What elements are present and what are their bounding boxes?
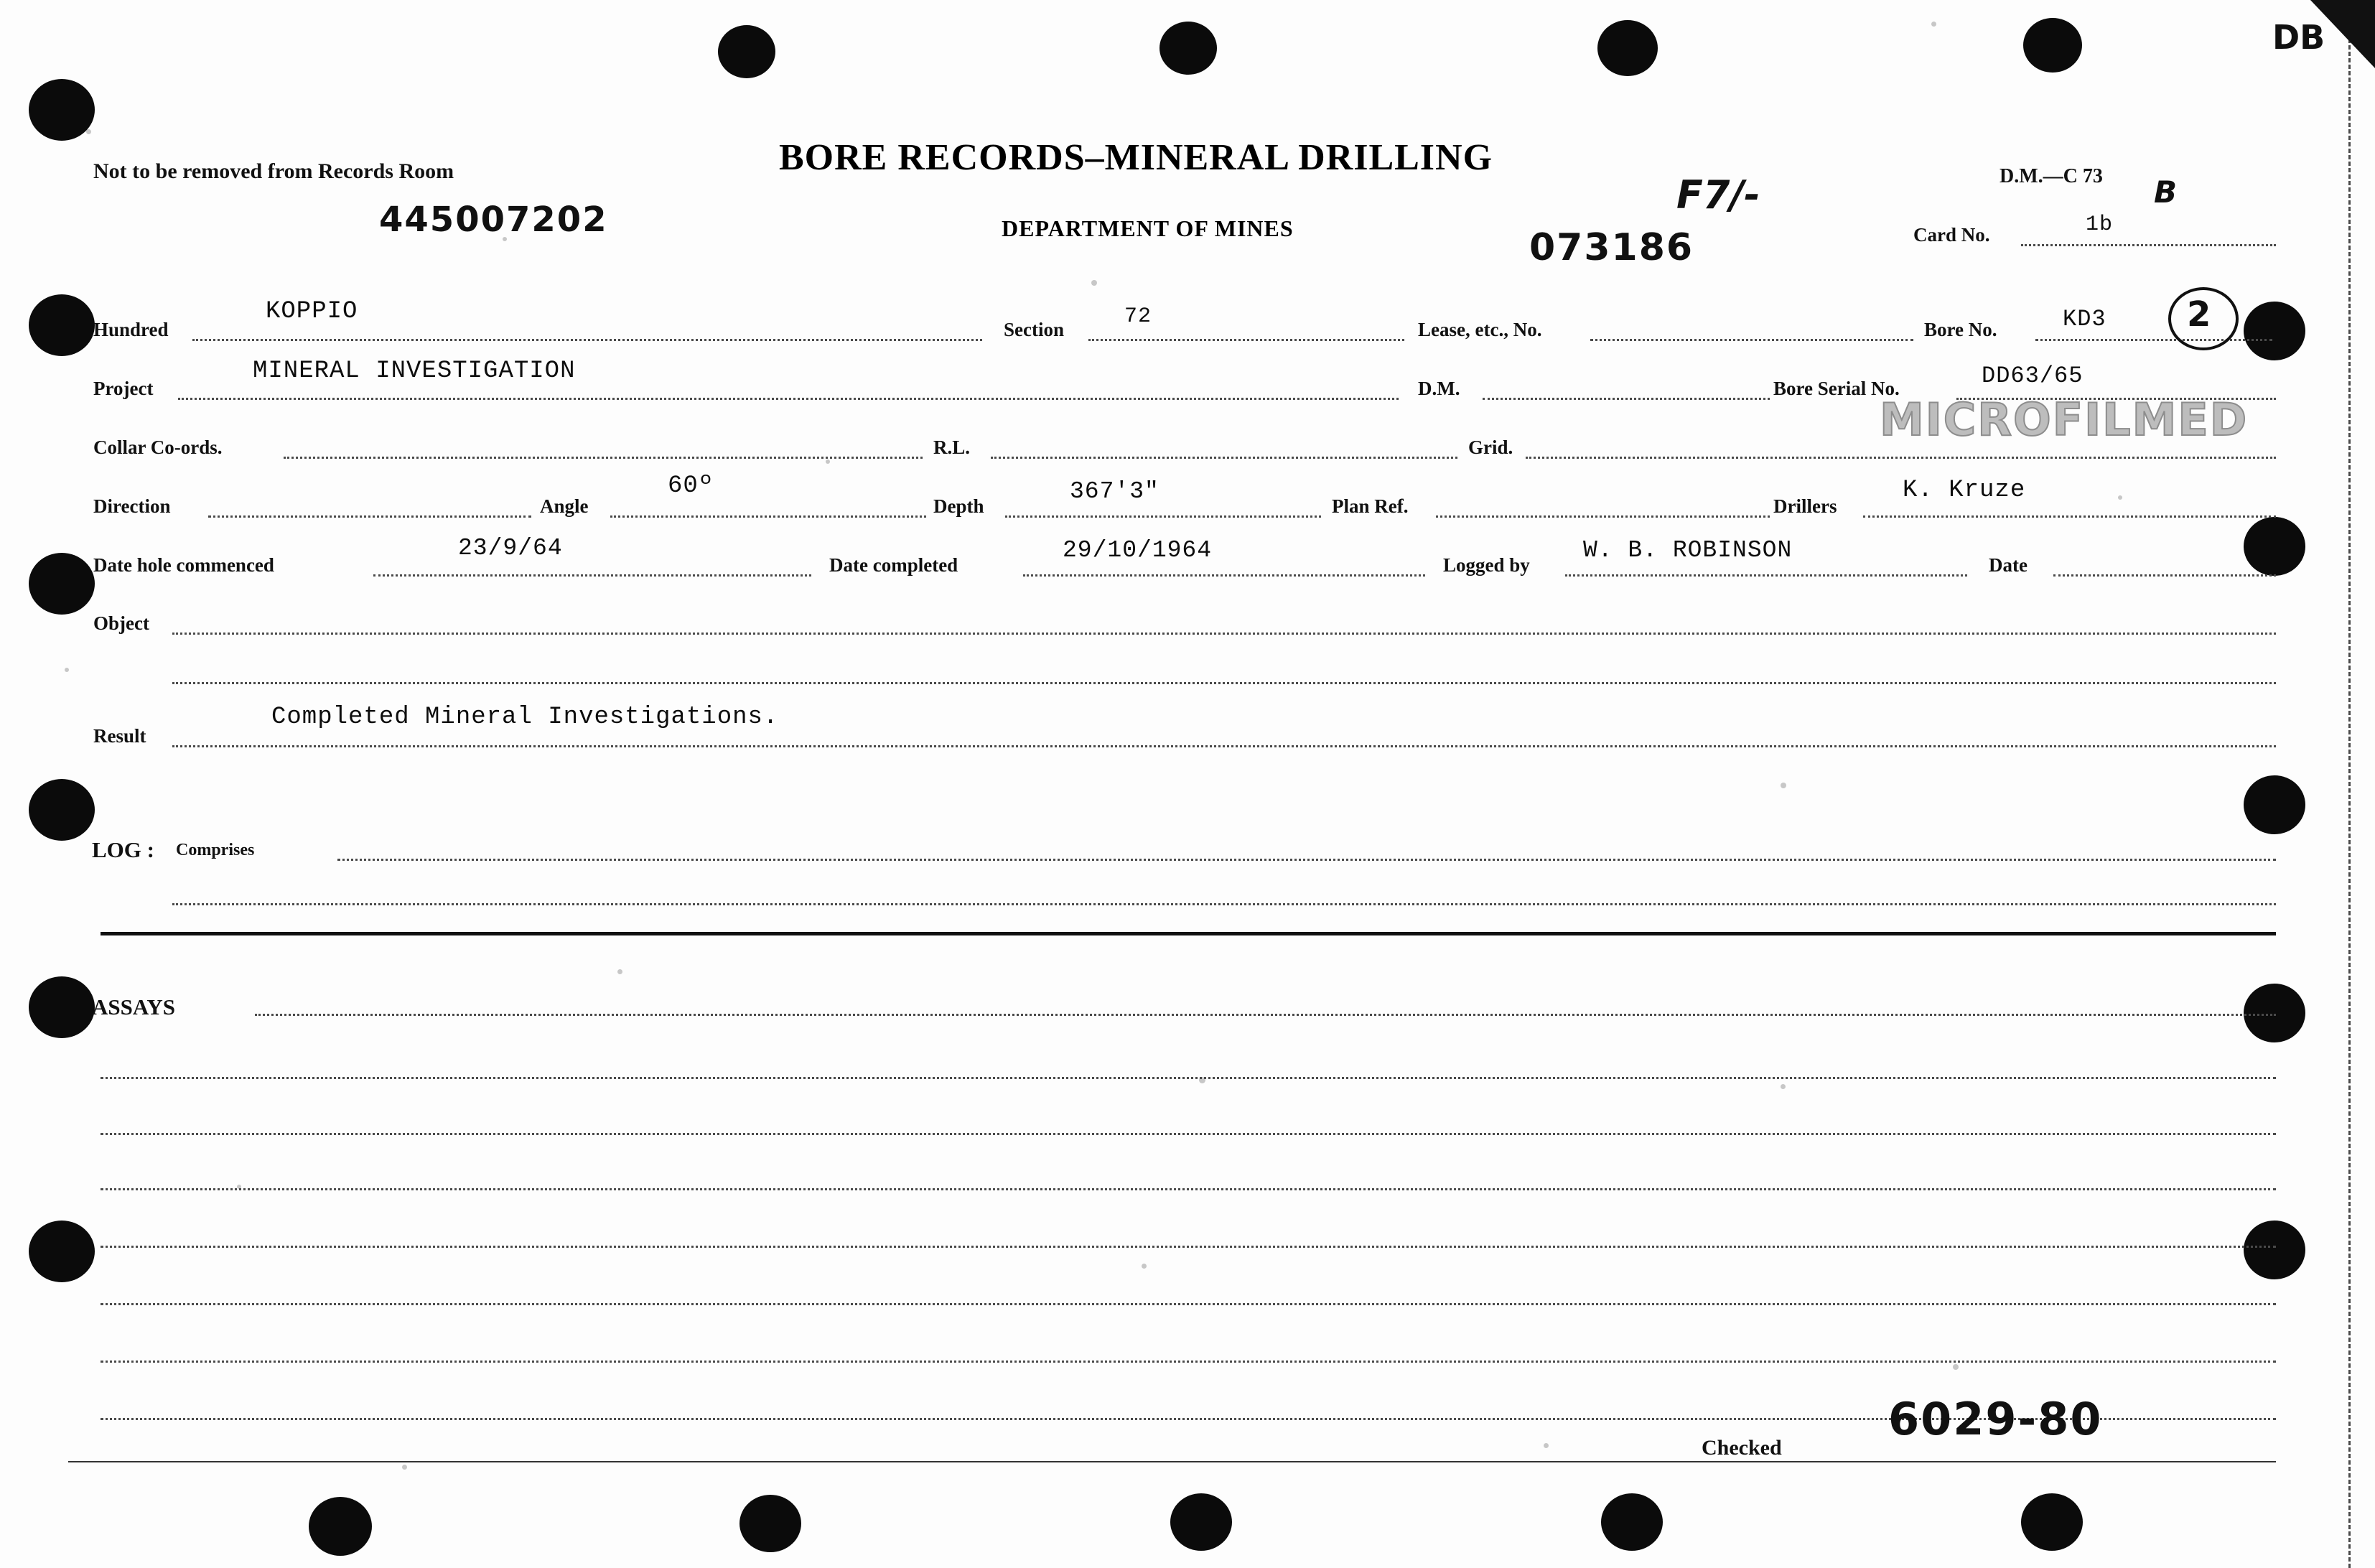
object-rule-1: [172, 633, 2276, 635]
section-rule: [1088, 339, 1404, 341]
plan-ref-label: Plan Ref.: [1332, 495, 1409, 517]
assays-label: ASSAYS: [92, 994, 176, 1019]
object-rule-2: [172, 682, 2276, 684]
log-comprises-label: Comprises: [176, 841, 255, 859]
date-completed-value: 29/10/1964: [1063, 537, 1213, 564]
plan-ref-rule: [1436, 515, 1770, 518]
punch-hole: [29, 1221, 95, 1282]
document-subtitle: DEPARTMENT OF MINES: [1002, 215, 1294, 241]
assays-rule-3: [101, 1133, 2276, 1135]
annotation-b: B: [2154, 174, 2178, 210]
document-title: BORE RECORDS–MINERAL DRILLING: [779, 137, 1493, 178]
punch-hole: [2244, 302, 2305, 360]
bore-serial-value: DD63/65: [1982, 363, 2084, 389]
scan-speck: [617, 969, 622, 974]
punch-hole: [29, 553, 95, 615]
direction-label: Direction: [93, 495, 171, 517]
result-label: Result: [93, 725, 146, 747]
punch-hole: [29, 79, 95, 141]
grid-rule: [1526, 457, 2276, 459]
punch-hole: [2244, 517, 2305, 576]
microfilmed-stamp: MICROFILMED: [1880, 393, 2249, 446]
punch-hole: [309, 1497, 372, 1556]
records-room-note: Not to be removed from Records Room: [93, 159, 454, 183]
collar-label: Collar Co-ords.: [93, 437, 223, 458]
drillers-label: Drillers: [1773, 495, 1837, 517]
punch-hole: [739, 1495, 801, 1552]
section-divider: [101, 932, 2276, 935]
dm-rule: [1483, 398, 1770, 400]
section-value: 72: [1124, 304, 1152, 329]
logged-by-rule: [1565, 574, 1967, 577]
drillers-value: K. Kruze: [1903, 477, 2026, 504]
card-no-value: 1b: [2086, 213, 2114, 237]
annotation-db: DB: [2272, 18, 2325, 57]
rl-rule: [991, 457, 1457, 459]
assays-rule-7: [101, 1361, 2276, 1363]
bore-no-value: KD3: [2063, 306, 2106, 332]
punch-hole: [2023, 18, 2082, 73]
bore-no-rule: [2035, 339, 2272, 341]
scan-speck: [65, 668, 69, 672]
annotation-f7: F7/-: [1676, 172, 1760, 218]
bore-serial-label: Bore Serial No.: [1773, 378, 1900, 399]
scan-speck: [1781, 1084, 1786, 1089]
hundred-label: Hundred: [93, 319, 169, 340]
film-edge-marker: [2348, 0, 2351, 1568]
punch-hole: [1170, 1493, 1232, 1551]
date-rule: [2053, 574, 2276, 577]
scan-speck: [1091, 280, 1097, 286]
card-no-label: Card No.: [1913, 224, 1990, 246]
project-value: MINERAL INVESTIGATION: [253, 358, 576, 385]
log-label: LOG :: [92, 837, 154, 862]
scan-speck: [1931, 22, 1936, 27]
assays-rule-1: [255, 1014, 2276, 1016]
lease-rule: [1590, 339, 1913, 341]
angle-label: Angle: [540, 495, 589, 517]
scan-speck: [402, 1465, 407, 1470]
rl-label: R.L.: [933, 437, 971, 458]
angle-rule: [610, 515, 926, 518]
date-commenced-label: Date hole commenced: [93, 554, 274, 576]
logged-by-label: Logged by: [1443, 554, 1530, 576]
scan-speck: [2118, 495, 2122, 500]
depth-label: Depth: [933, 495, 984, 517]
hundred-value: KOPPIO: [266, 298, 358, 325]
direction-rule: [208, 515, 531, 518]
punch-hole: [718, 25, 775, 78]
project-rule: [178, 398, 1399, 400]
date-completed-rule: [1023, 574, 1425, 577]
scan-speck: [826, 459, 830, 464]
card-no-rule: [2021, 244, 2276, 246]
object-label: Object: [93, 612, 149, 634]
assays-rule-9: [68, 1461, 2276, 1462]
assays-rule-4: [101, 1188, 2276, 1190]
scan-speck: [86, 129, 91, 134]
assays-rule-2: [101, 1077, 2276, 1079]
checked-label: Checked: [1702, 1436, 1782, 1460]
form-code: D.M.—C 73: [2000, 165, 2103, 187]
assays-rule-5: [101, 1246, 2276, 1248]
logged-by-value: W. B. ROBINSON: [1583, 537, 1793, 564]
date-completed-label: Date completed: [829, 554, 958, 576]
punch-hole: [2244, 1221, 2305, 1279]
depth-value: 367'3": [1070, 478, 1159, 505]
bore-no-circle-value: 2: [2187, 294, 2211, 335]
grid-label: Grid.: [1468, 437, 1513, 458]
date-label: Date: [1989, 554, 2028, 576]
drillers-rule: [1863, 515, 2276, 518]
punch-hole: [29, 976, 95, 1038]
date-commenced-rule: [373, 574, 811, 577]
scan-speck: [1142, 1264, 1147, 1269]
log-rule-1: [337, 859, 2276, 861]
result-value: Completed Mineral Investigations.: [271, 704, 779, 731]
scan-speck: [1953, 1364, 1959, 1370]
punch-hole: [1159, 22, 1217, 75]
assays-rule-6: [101, 1303, 2276, 1305]
scan-speck: [1781, 783, 1786, 788]
hundred-rule: [192, 339, 982, 341]
punch-hole: [2244, 775, 2305, 834]
scan-speck: [1544, 1443, 1549, 1448]
lease-label: Lease, etc., No.: [1418, 319, 1542, 340]
section-label: Section: [1004, 319, 1064, 340]
punch-hole: [29, 294, 95, 356]
accession-number: 445007202: [379, 200, 608, 240]
result-rule: [172, 745, 2276, 747]
angle-value: 60º: [668, 472, 714, 500]
project-label: Project: [93, 378, 154, 399]
punch-hole: [1601, 1493, 1663, 1551]
collar-rule: [284, 457, 923, 459]
dm-label: D.M.: [1418, 378, 1460, 399]
punch-hole: [29, 779, 95, 841]
punch-hole: [2021, 1493, 2083, 1551]
punch-hole: [2244, 984, 2305, 1042]
checked-number: 6029-80: [1888, 1393, 2103, 1445]
stamp-number: 073186: [1529, 226, 1694, 269]
log-rule-2: [172, 903, 2276, 905]
punch-hole: [1597, 20, 1658, 76]
depth-rule: [1005, 515, 1321, 518]
date-commenced-value: 23/9/64: [458, 535, 563, 561]
bore-no-label: Bore No.: [1924, 319, 1997, 340]
